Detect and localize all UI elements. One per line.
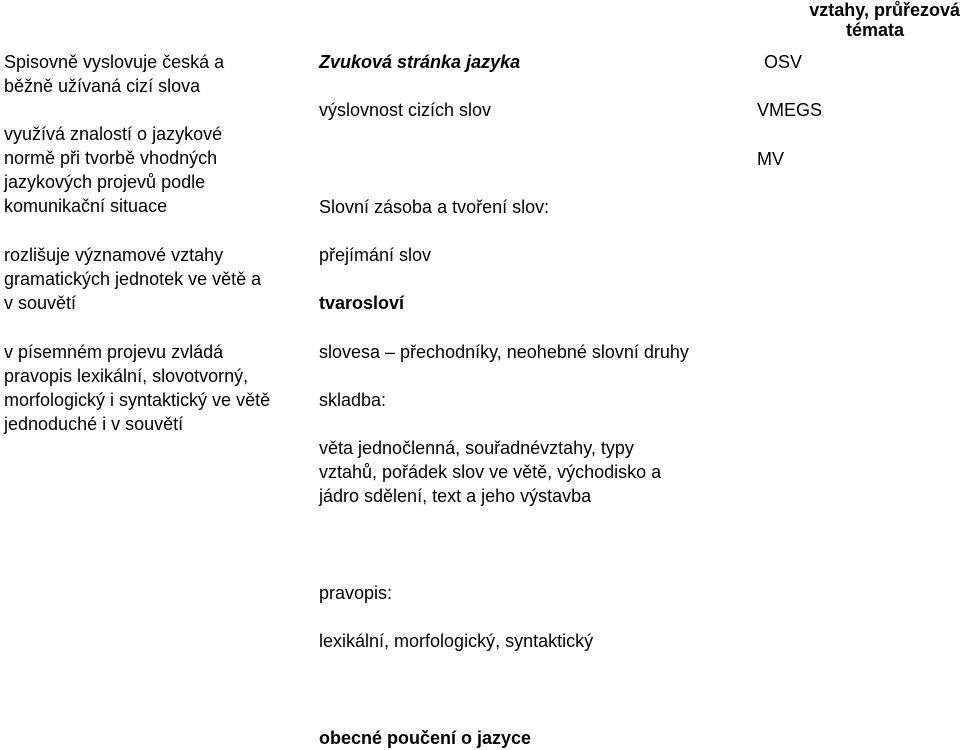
orthography-detail: lexikální, morfologický, syntaktický	[319, 631, 594, 651]
header-line-2: témata	[845, 20, 904, 40]
syntax-detail-line: jádro sdělení, text a jeho výstavba	[319, 486, 592, 506]
header-line-1: vztahy, průřezová	[809, 0, 960, 20]
outcome-4	[4, 340, 270, 436]
outcome-line: morfologický i syntaktický ve větě	[4, 390, 271, 410]
outcome-line: rozlišuje významové vztahy	[4, 245, 224, 265]
vocabulary-heading: Slovní zásoba a tvoření slov:	[319, 197, 550, 217]
pronunciation-item: výslovnost cizích slov	[319, 100, 492, 120]
morphology-heading: tvarosloví	[319, 293, 405, 313]
outcome-line: gramatických jednotek ve větě a	[4, 269, 262, 289]
cross-topics-header	[760, 0, 960, 40]
outcome-3	[4, 243, 261, 315]
orthography-heading: pravopis:	[319, 583, 393, 603]
outcome-line: normě při tvorbě vhodných	[4, 148, 218, 168]
outcome-line: běžně užívaná cizí slova	[4, 76, 201, 96]
outcome-line: jednoduché i v souvětí	[4, 414, 184, 434]
syntax-detail	[319, 436, 661, 508]
syntax-detail-line: vztahů, pořádek slov ve větě, východisko a	[319, 462, 662, 482]
outcome-line: v písemném projevu zvládá	[4, 342, 224, 362]
general-heading: obecné poučení o jazyce	[319, 728, 532, 748]
syntax-heading: skladba:	[319, 390, 387, 410]
borrowing-item: přejímání slov	[319, 245, 432, 265]
outcome-line: jazykových projevů podle	[4, 172, 206, 192]
cross-topic-osv: OSV	[764, 52, 803, 72]
outcome-line: komunikační situace	[4, 196, 168, 216]
sound-heading: Zvuková stránka jazyka	[319, 52, 521, 72]
outcome-1	[4, 50, 224, 98]
cross-topic-mv: MV	[757, 149, 784, 169]
outcome-line: Spisovně vyslovuje česká a	[4, 52, 225, 72]
outcome-line: v souvětí	[4, 293, 77, 313]
verbs-item: slovesa – přechodníky, neohebné slovní druhy	[319, 342, 689, 362]
outcome-2	[4, 122, 222, 218]
outcome-line: využívá znalostí o jazykové	[4, 124, 223, 144]
syntax-detail-line: věta jednočlenná, souřadnévztahy, typy	[319, 438, 634, 458]
cross-topic-vmegs: VMEGS	[757, 100, 823, 120]
outcome-line: pravopis lexikální, slovotvorný,	[4, 366, 249, 386]
